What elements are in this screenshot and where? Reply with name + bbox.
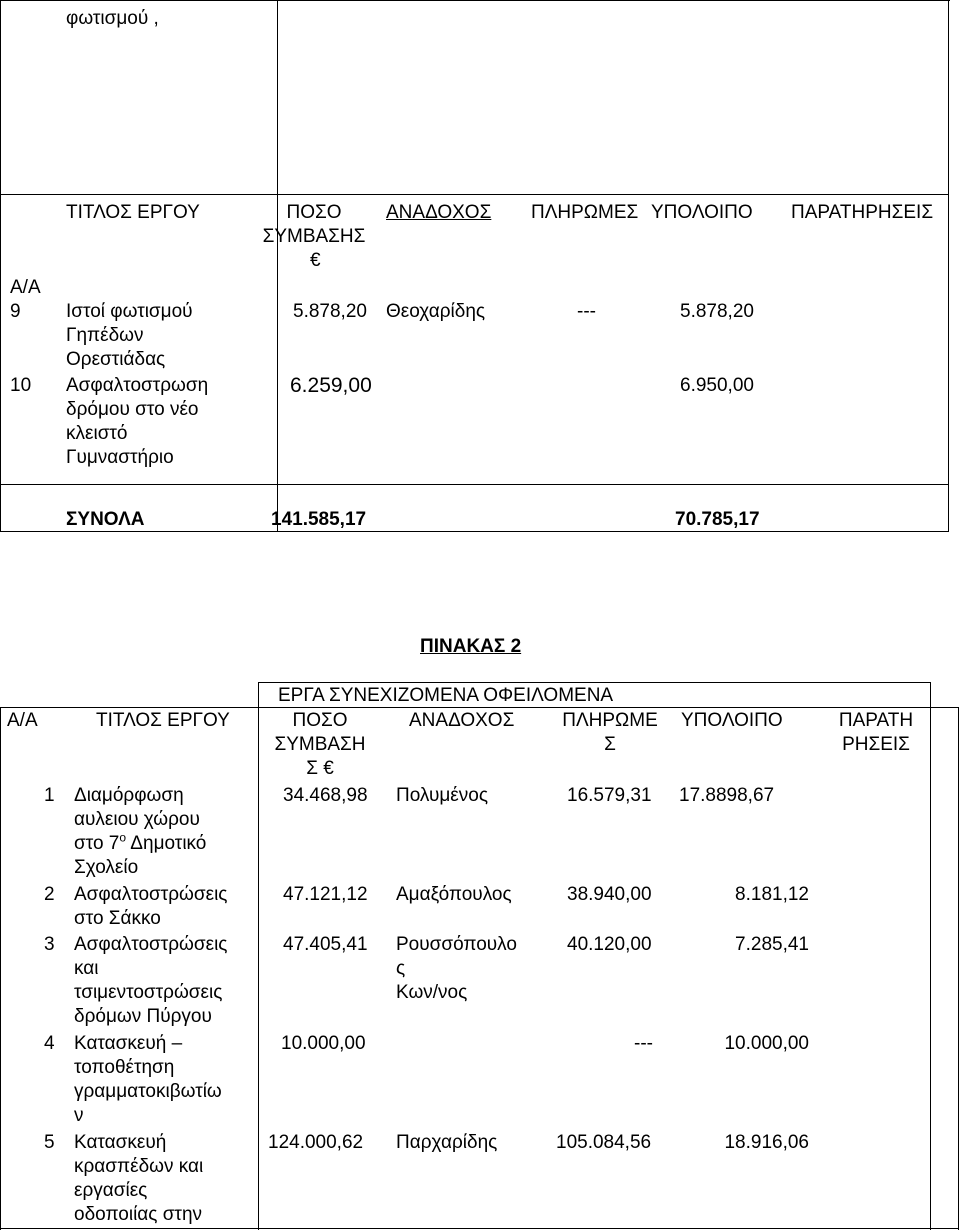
t2-row-balance: 17.8898,67 — [679, 785, 775, 806]
t2-header-payments: ΠΛΗΡΩΜΕ Σ — [562, 710, 658, 755]
t1-totals-label: ΣΥΝΟΛΑ — [66, 509, 145, 530]
t1-header-balance: ΥΠΟΛΟΙΠΟ — [651, 202, 753, 223]
t2-row-amount: 124.000,62 — [268, 1132, 364, 1153]
t2-row-balance: 18.916,06 — [724, 1132, 809, 1153]
t2-row-balance: 8.181,12 — [735, 884, 809, 905]
t2-caption: ΕΡΓΑ ΣΥΝΕΧΙΖΟΜΕΝΑ ΟΦΕΙΛΟΜΕΝΑ — [278, 685, 614, 706]
t1-row-balance: 6.950,00 — [680, 375, 754, 396]
t2-row-amount: 34.468,98 — [283, 785, 368, 806]
t2-row-payments: 38.940,00 — [567, 884, 652, 905]
t2-line-far-right — [958, 707, 959, 1230]
t1-line-totals-top — [0, 484, 949, 485]
t2-line-bottom — [0, 1228, 959, 1229]
t1-top-fragment: φωτισμού , — [66, 8, 159, 29]
t2-header-contractor: ΑΝΑΔΟΧΟΣ — [409, 710, 515, 731]
t2-row-aa: 1 — [44, 785, 55, 806]
t1-row-contractor: Θεοχαρίδης — [386, 301, 486, 322]
t1-totals-balance: 70.785,17 — [675, 509, 760, 530]
t2-row-title: Ασφαλτοστρώσεις στο Σάκκο — [74, 884, 228, 929]
t1-header-amount: ΠΟΣΟ ΣΥΜΒΑΣΗΣ € — [262, 202, 366, 271]
t2-row-title: Διαμόρφωση αυλειου χώρου στο $7^o$ Δημοτικό Σχολείο — [74, 785, 207, 878]
t2-header-title: ΤΙΤΛΟΣ ΕΡΓΟΥ — [96, 710, 230, 731]
t1-header-payments: ΠΛΗΡΩΜΕΣ — [531, 202, 639, 223]
t1-header-contractor: ΑΝΑΔΟΧΟΣ — [386, 202, 492, 223]
t1-row-payments: --- — [577, 301, 596, 322]
t1-row-amount: 5.878,20 — [293, 301, 367, 322]
t1-row-aa: 10 — [10, 375, 32, 396]
t2-row-contractor: Ρουσσόπουλο ς Κων/νος — [396, 934, 517, 1003]
t2-row-payments: --- — [634, 1033, 653, 1054]
t2-row-amount: 47.405,41 — [283, 934, 368, 955]
t2-row-payments: 16.579,31 — [567, 785, 652, 806]
t2-row-balance: 10.000,00 — [724, 1033, 809, 1054]
t1-row-balance: 5.878,20 — [680, 301, 754, 322]
t1-row-aa: 9 — [10, 301, 21, 322]
t2-header-aa: Α/Α — [7, 710, 38, 731]
t2-row-contractor: Πολυμένος — [396, 785, 489, 806]
t1-totals-amount: 141.585,17 — [271, 509, 367, 530]
t2-row-title: Κατασκευή κρασπέδων και εργασίες οδοποιίας στην — [74, 1132, 204, 1225]
t2-row-balance: 7.285,41 — [735, 934, 809, 955]
t2-row-aa: 2 — [44, 884, 55, 905]
t2-header-amount: ΠΟΣΟ ΣΥΜΒΑΣΗ Σ € — [274, 710, 366, 779]
table2-heading: ΠΙΝΑΚΑΣ 2 — [420, 636, 522, 657]
t1-header-remarks: ΠΑΡΑΤΗΡΗΣΕΙΣ — [791, 202, 934, 223]
t2-row-payments: 105.084,56 — [556, 1132, 652, 1153]
t2-row-title: Ασφαλτοστρώσεις και τσιμεντοστρώσεις δρόμων Πύργου — [74, 934, 228, 1027]
t2-row-contractor: Αμαξόπουλος — [396, 884, 512, 905]
t1-header-aa: Α/Α — [10, 277, 41, 298]
t2-header-remarks: ΠΑΡΑΤΗ ΡΗΣΕΙΣ — [838, 710, 914, 755]
t2-row-aa: 3 — [44, 934, 55, 955]
t1-row-title: Ιστοί φωτισμού Γηπέδων Ορεστιάδας — [66, 301, 193, 370]
t2-row-aa: 4 — [44, 1033, 55, 1054]
t2-line-top — [258, 682, 931, 683]
t1-line-left — [0, 0, 1, 531]
t1-line-top — [0, 0, 950, 1]
t2-line-left — [0, 707, 1, 1230]
t1-line-right — [948, 0, 949, 531]
t2-row-payments: 40.120,00 — [567, 934, 652, 955]
t1-line-header-top — [0, 194, 949, 195]
t1-header-title: ΤΙΤΛΟΣ ΕΡΓΟΥ — [66, 202, 200, 223]
t2-row-amount: 10.000,00 — [281, 1033, 366, 1054]
t2-row-amount: 47.121,12 — [283, 884, 368, 905]
t2-line-right — [930, 682, 931, 1230]
t2-row-title: Κατασκευή – τοποθέτηση γραμματοκιβωτίω ν — [74, 1033, 222, 1126]
t2-row-contractor: Παρχαρίδης — [396, 1132, 498, 1153]
t2-header-balance: ΥΠΟΛΟΙΠΟ — [681, 710, 783, 731]
t2-row-aa: 5 — [44, 1132, 55, 1153]
t1-row-title: Ασφαλτοστρωση δρόμου στο νέο κλειστό Γυμναστήριο — [66, 375, 209, 468]
t2-line-sep — [258, 682, 259, 1230]
t1-row-amount: 6.259,00 — [290, 374, 372, 397]
